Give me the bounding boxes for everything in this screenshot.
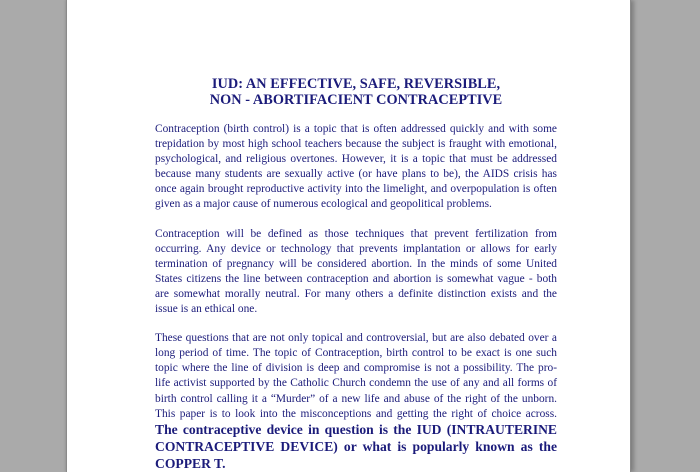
title-line-1: IUD: AN EFFECTIVE, SAFE, REVERSIBLE, bbox=[211, 76, 501, 92]
paragraph-3-text: These questions that are not only topical and controversial, but are also debated over a long period of time. The topic of Contraception, birth control to be exact is one such topic where the line of division is deep and compromise is not a possibility. The pro- life activist supported by the Catholic Church condemn the use of any and all forms of birth control calling it a “Murder” of a new life and abuse of the right of the unborn. This paper is to look into the misconceptions and getting the right of choice across. bbox=[155, 332, 557, 420]
page-content bbox=[155, 76, 557, 472]
paragraph-2: Contraception will be defined as those techniques that prevent fertilization from occurring. Any device or technology that prevents implantation or allows for early termination of pregnancy will be considered abortion. In the minds of some United States citizens the line between contraception and abortion is somewhat vague - both are somewhat morally neutral. For many others a definite distinction exists and the issue is an ethical one. bbox=[155, 227, 557, 316]
paragraph-3-emphasis: The contraceptive device in question is the IUD (INTRAUTERINE CONTRACEPTIVE DEVICE) or what is popularly known as the COPPER T. bbox=[155, 421, 557, 471]
title-line-2: NON - ABORTIFACIENT CONTRACEPTIVE bbox=[209, 92, 503, 108]
paragraph-3 bbox=[155, 331, 557, 472]
paragraph-1: Contraception (birth control) is a topic that is often addressed quickly and with some trepidation by most high school teachers because the subject is fraught with emotional, psychological, and religious overtones. However, it is a topic that must be addressed because many students are sexually active (or have plans to be), the AIDS crisis has once again brought reproductive activity into the limelight, and overpopulation is often given as a major cause of numerous ecological and geopolitical problems. bbox=[155, 123, 557, 211]
document-page bbox=[66, 0, 631, 472]
document-title bbox=[155, 76, 557, 108]
